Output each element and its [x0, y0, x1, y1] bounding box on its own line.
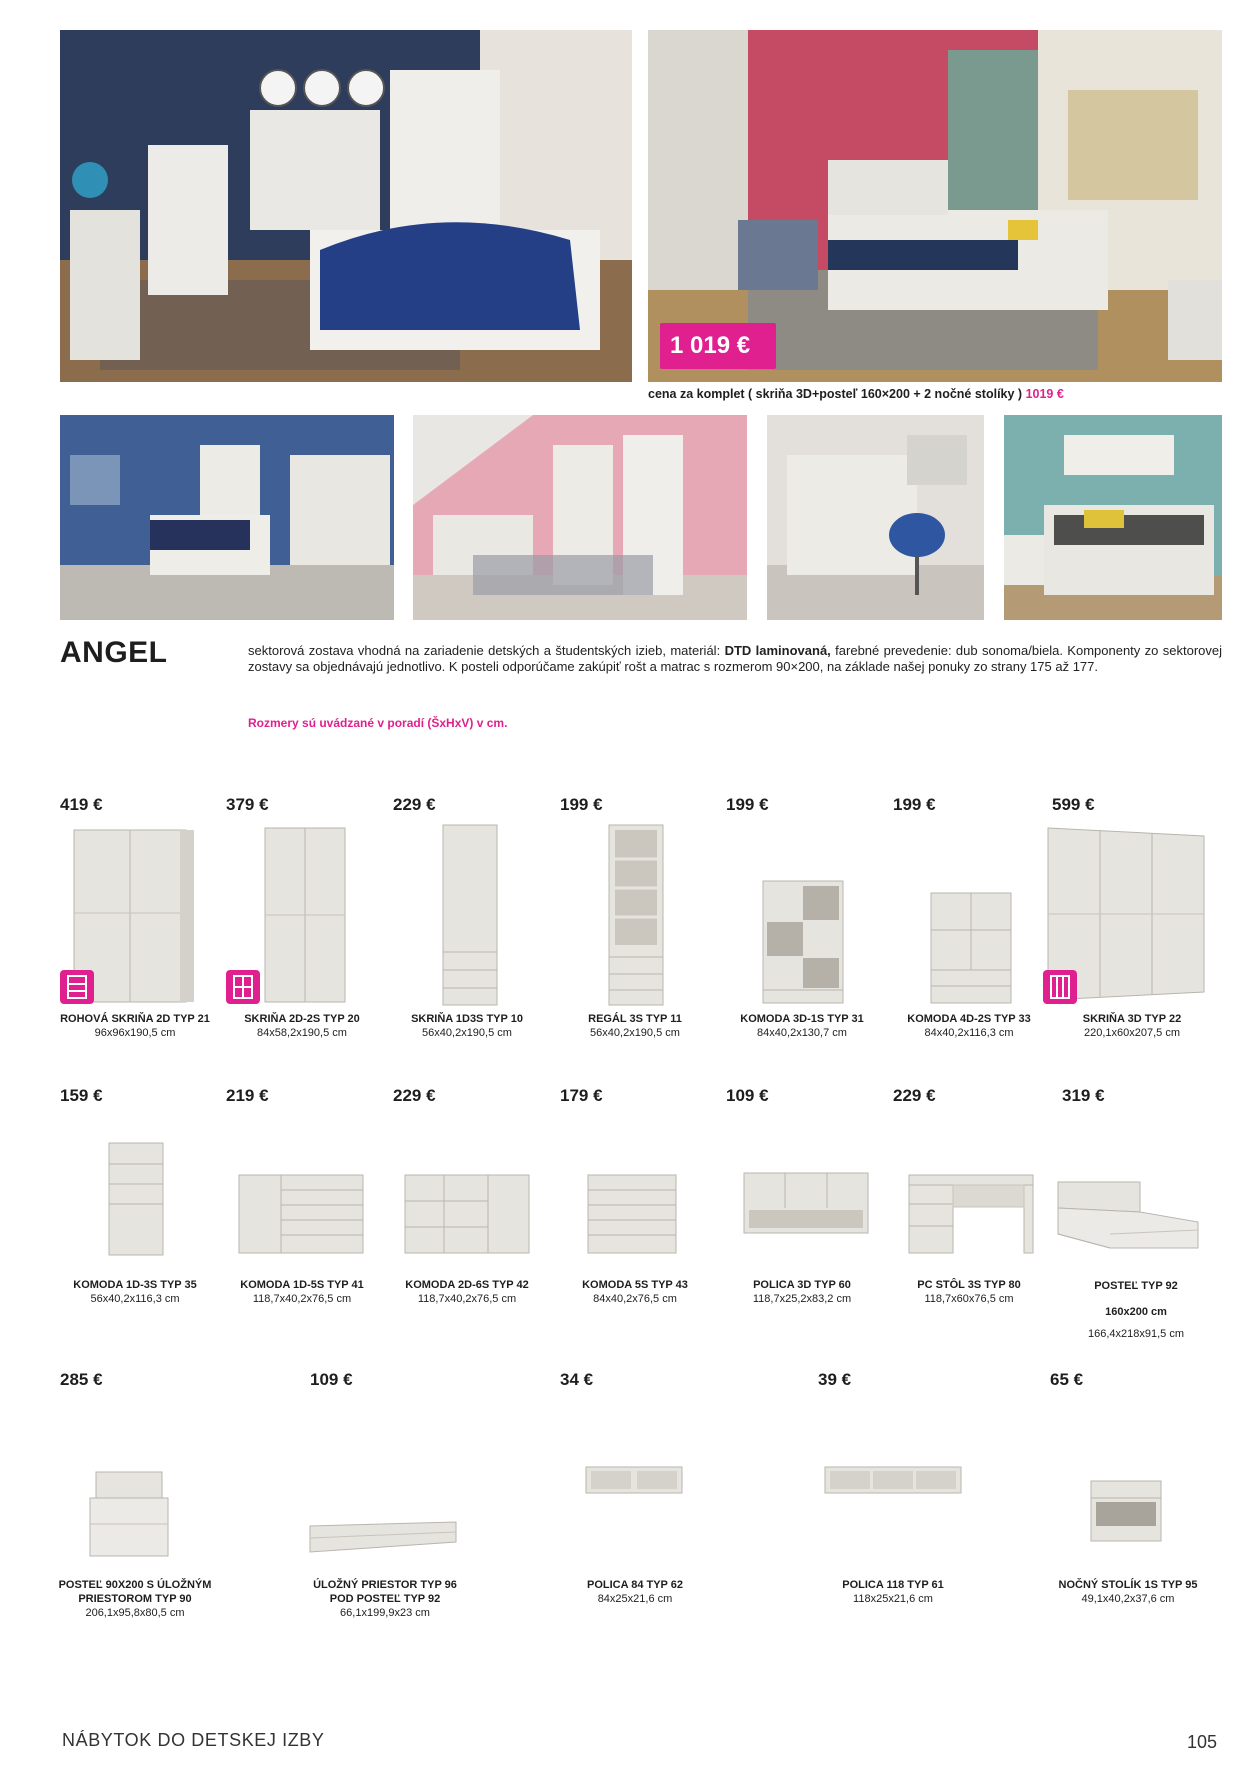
product-dimensions: 84x40,2x116,3 cm [924, 1027, 1014, 1039]
set-caption-price: 1019 € [1025, 387, 1064, 401]
product-price: 379 € [226, 795, 269, 814]
product-price: 599 € [1052, 795, 1095, 814]
set-price-badge: 1 019 € [660, 323, 776, 369]
description-material: DTD laminovaná, [724, 643, 831, 658]
product-item [387, 1278, 547, 1306]
set-price-caption [648, 387, 1064, 401]
wardrobe-2d2s-image [262, 825, 348, 1005]
product-dimensions: 118x25x21,6 cm [853, 1593, 933, 1605]
dresser-1d5s-image [236, 1172, 366, 1256]
product-name: SKRIŇA 2D-2S TYP 20 [244, 1013, 360, 1025]
product-item [55, 1278, 215, 1306]
product-price: 199 € [726, 795, 769, 814]
product-dimensions: 206,1x95,8x80,5 cm [85, 1607, 185, 1619]
product-name: ÚLOŽNÝ PRIESTOR TYP 96 POD POSTEĽ TYP 92 [313, 1579, 457, 1605]
product-name: SKRIŇA 1D3S TYP 10 [411, 1013, 523, 1025]
product-name: KOMODA 3D-1S TYP 31 [740, 1013, 864, 1025]
product-item [555, 1278, 715, 1306]
dimensions-note: Rozmery sú uvádzané v poradí (ŠxHxV) v cm. [248, 716, 508, 730]
product-dimensions: 84x58,2x190,5 cm [257, 1027, 347, 1039]
underbed-drawer-image [306, 1518, 462, 1558]
product-dimensions: 66,1x199,9x23 cm [340, 1607, 430, 1619]
dresser-2d6s-image [402, 1172, 532, 1256]
product-price: 65 € [1050, 1370, 1084, 1389]
photo-desk-chair [767, 415, 984, 620]
product-mattress-size: 160x200 cm [1105, 1306, 1167, 1318]
product-price: 159 € [60, 1086, 103, 1105]
dresser-4d2s-image [928, 890, 1014, 1006]
product-dimensions: 118,7x25,2x83,2 cm [752, 1293, 852, 1305]
product-name: KOMODA 4D-2S TYP 33 [907, 1013, 1031, 1025]
product-price: 229 € [393, 1086, 436, 1105]
product-dimensions: 118,7x40,2x76,5 cm [417, 1293, 517, 1305]
product-item [555, 1012, 715, 1040]
product-dimensions: 56x40,2x116,3 cm [90, 1293, 180, 1305]
product-price: 199 € [560, 795, 603, 814]
photo-bedroom-teal [1004, 415, 1222, 620]
product-dimensions: 118,7x60x76,5 cm [924, 1293, 1014, 1305]
product-item [722, 1012, 882, 1040]
product-dimensions: 220,1x60x207,5 cm [1083, 1027, 1180, 1039]
product-price: 219 € [226, 1086, 269, 1105]
bed-storage-image [86, 1468, 172, 1560]
product-name: POLICA 118 TYP 61 [842, 1579, 944, 1591]
product-name: KOMODA 1D-5S TYP 41 [240, 1279, 364, 1291]
product-price: 179 € [560, 1086, 603, 1105]
product-name: KOMODA 1D-3S TYP 35 [73, 1279, 197, 1291]
product-name: KOMODA 5S TYP 43 [582, 1279, 688, 1291]
product-price: 419 € [60, 795, 103, 814]
product-price: 319 € [1062, 1086, 1105, 1105]
collection-description [248, 643, 1222, 675]
product-dimensions: 84x25x21,6 cm [597, 1593, 673, 1605]
product-item [889, 1012, 1049, 1040]
photo-room-pink-attic [413, 415, 747, 620]
shelf-84-image [583, 1464, 685, 1496]
product-item [222, 1278, 382, 1306]
bed-160-image [1050, 1178, 1202, 1254]
product-dimensions: 56x40,2x190,5 cm [422, 1027, 512, 1039]
product-price: 229 € [893, 1086, 936, 1105]
product-item [55, 1578, 215, 1620]
product-item [1056, 1279, 1216, 1341]
product-name: POSTEĽ 90X200 S ÚLOŽNÝM PRIESTOROM TYP 90 [58, 1579, 212, 1605]
nightstand-image [1088, 1478, 1164, 1544]
shelf-118-image [822, 1464, 964, 1496]
product-name: POLICA 3D TYP 60 [753, 1279, 851, 1291]
product-item [813, 1578, 973, 1606]
product-name: KOMODA 2D-6S TYP 42 [405, 1279, 529, 1291]
product-price: 109 € [726, 1086, 769, 1105]
section-title: NÁBYTOK DO DETSKEJ IZBY [62, 1730, 325, 1750]
product-item [1048, 1578, 1208, 1606]
photo-room-blue-wood [60, 415, 394, 620]
product-name: POLICA 84 TYP 62 [587, 1579, 683, 1591]
product-item [305, 1578, 465, 1620]
page-number: 105 [1187, 1732, 1218, 1752]
product-dimensions: 118,7x40,2x76,5 cm [252, 1293, 352, 1305]
wardrobe-1d3s-image [440, 822, 500, 1008]
pc-desk-image [906, 1172, 1036, 1256]
product-item [889, 1278, 1049, 1306]
product-item [555, 1578, 715, 1606]
dresser-1d3s-image [106, 1140, 166, 1258]
product-name: ROHOVÁ SKRIŇA 2D TYP 21 [60, 1013, 210, 1025]
product-item [55, 1012, 215, 1040]
dresser-3d1s-image [760, 878, 846, 1006]
product-price: 285 € [60, 1370, 103, 1389]
product-item [1052, 1012, 1212, 1040]
product-name: NOČNÝ STOLÍK 1S TYP 95 [1058, 1579, 1198, 1591]
product-price: 109 € [310, 1370, 353, 1389]
description-text-1: sektorová zostava vhodná na zariadenie detských a študentských izieb, materiál: [248, 643, 725, 658]
product-name: POSTEĽ TYP 92 [1094, 1280, 1178, 1292]
product-price: 229 € [393, 795, 436, 814]
product-name: PC STÔL 3S TYP 80 [917, 1279, 1021, 1291]
dresser-5s-image [585, 1172, 679, 1256]
collection-title: ANGEL [60, 636, 168, 669]
product-dimensions: 49,1x40,2x37,6 cm [1081, 1593, 1175, 1605]
photo-kids-room-navy [60, 30, 632, 382]
product-item [722, 1278, 882, 1306]
wall-shelf-3d-image [741, 1170, 871, 1236]
assembly-icon [60, 970, 94, 1004]
assembly-icon [1043, 970, 1077, 1004]
assembly-icon [226, 970, 260, 1004]
product-dimensions: 166,4x218x91,5 cm [1087, 1328, 1184, 1340]
shelf-unit-image [606, 822, 666, 1008]
product-dimensions: 84x40,2x130,7 cm [757, 1027, 847, 1039]
product-item [387, 1012, 547, 1040]
product-dimensions: 96x96x190,5 cm [94, 1027, 176, 1039]
product-dimensions: 84x40,2x76,5 cm [593, 1293, 677, 1305]
product-name: REGÁL 3S TYP 11 [588, 1013, 682, 1025]
description-text-2: farebné prevedenie: dub sonoma/biela. Komponenty zo sektorovej zostavy sa objednávajú jednotlivo. K posteli odporúčame zakúpiť rošt a matrac s rozmerom 90×200, na základe našej ponuky zo strany 175 až 177. [248, 643, 1223, 674]
product-price: 34 € [560, 1370, 594, 1389]
product-price: 39 € [818, 1370, 852, 1389]
set-caption-text: cena za komplet ( skriňa 3D+posteľ 160×200 + 2 nočné stolíky ) [648, 387, 1023, 401]
product-price: 199 € [893, 795, 936, 814]
product-dimensions: 56x40,2x190,5 cm [590, 1027, 680, 1039]
product-item [222, 1012, 382, 1040]
product-name: SKRIŇA 3D TYP 22 [1082, 1013, 1182, 1025]
